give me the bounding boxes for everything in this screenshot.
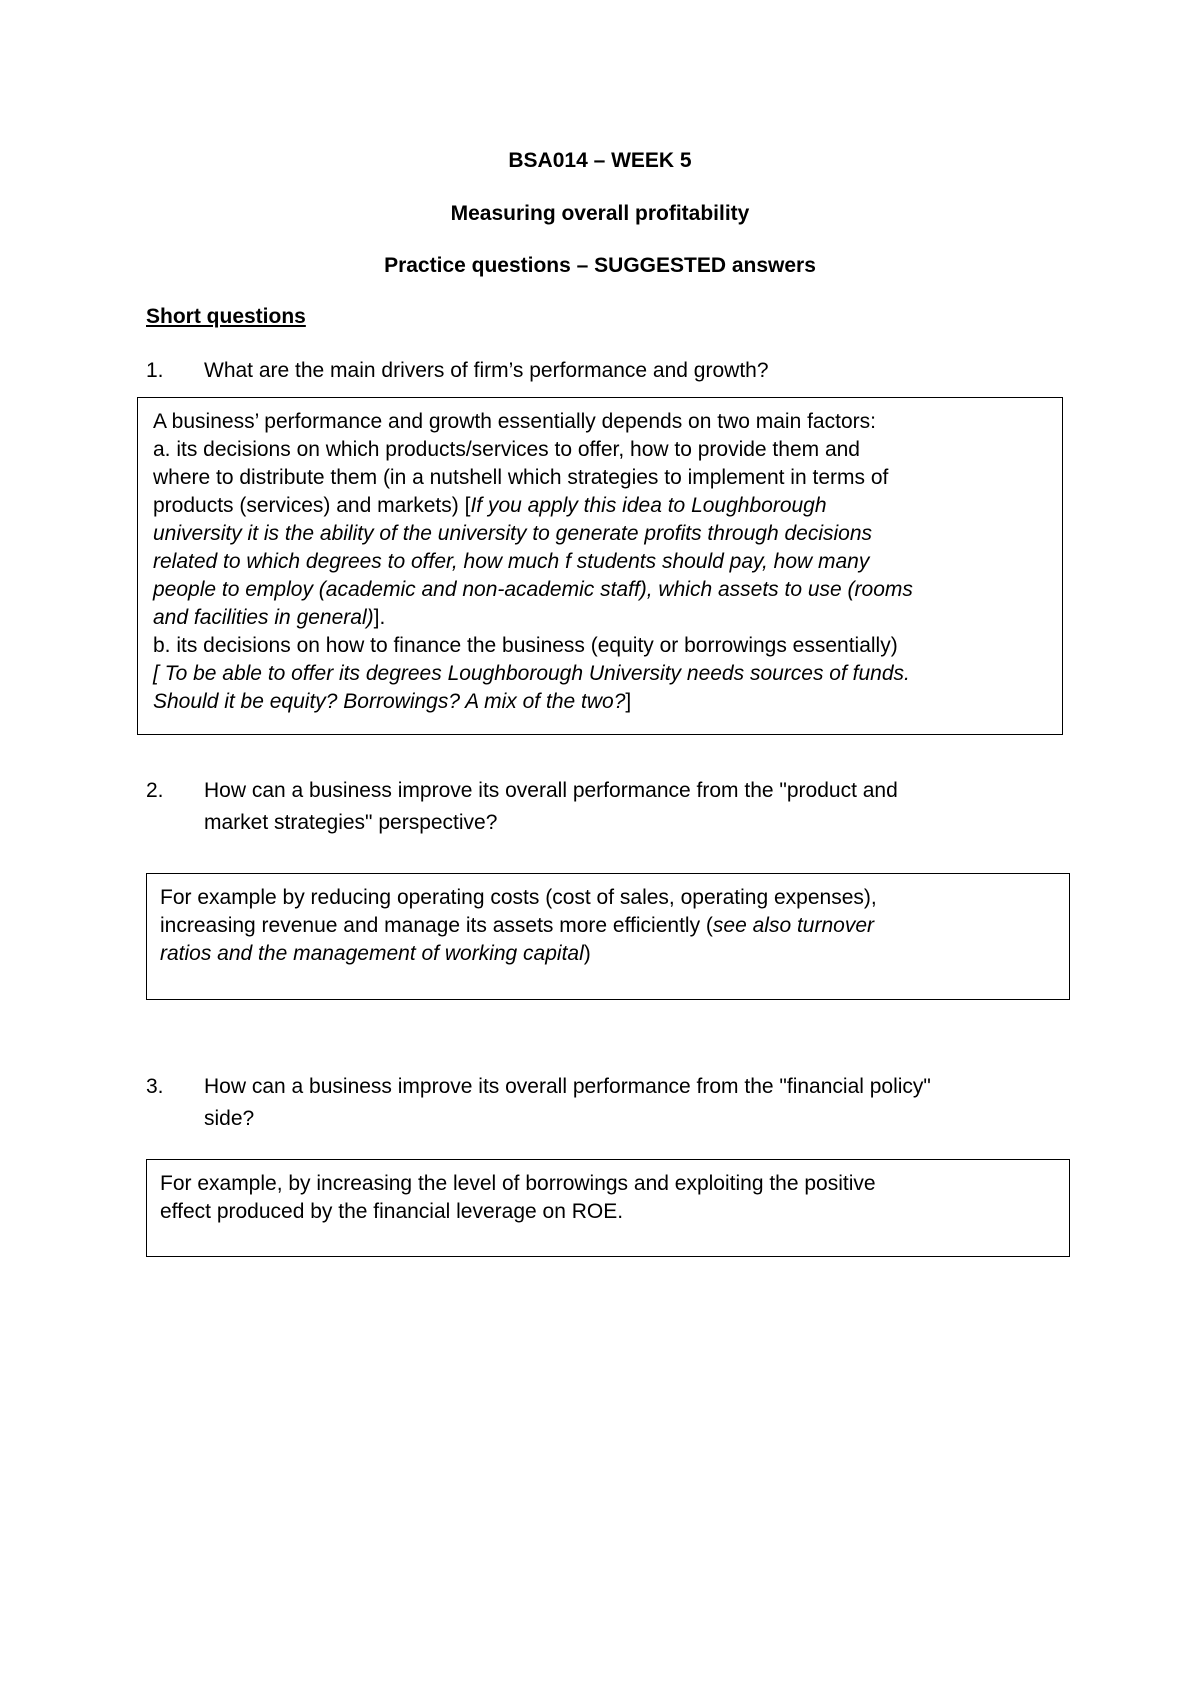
course-week-title: BSA014 – WEEK 5: [508, 149, 692, 172]
question-text: How can a business improve its overall performance from the "financial policy" side?: [204, 1075, 931, 1130]
answer-line: effect produced by the financial leverage on ROE.: [160, 1200, 624, 1223]
answer-line: a. its decisions on which products/services to offer, how to provide them and: [153, 438, 860, 461]
document-subtitle: Practice questions – SUGGESTED answers: [384, 254, 816, 277]
answer-line: people to employ (academic and non-academic staff), which assets to use (rooms: [153, 578, 913, 601]
question-number: 2.: [146, 779, 164, 802]
answer-line: Should it be equity? Borrowings? A mix of the two?]: [153, 690, 632, 713]
answer-line: and facilities in general)].: [153, 606, 386, 629]
answer-line: [ To be able to offer its degrees Loughborough University needs sources of funds.: [153, 662, 910, 685]
answer-line: For example, by increasing the level of borrowings and exploiting the positive: [160, 1172, 876, 1195]
answer-line: A business’ performance and growth essentially depends on two main factors:: [153, 410, 876, 433]
answer-line: products (services) and markets) [If you apply this idea to Loughborough: [153, 494, 827, 517]
answer-line: where to distribute them (in a nutshell which strategies to implement in terms of: [153, 466, 889, 489]
answer-line: b. its decisions on how to finance the business (equity or borrowings essentially): [153, 634, 898, 657]
answer-line: related to which degrees to offer, how much f students should pay, how many: [153, 550, 870, 573]
answer-box-2: [146, 873, 1070, 1000]
question-text: How can a business improve its overall performance from the "product and market strategies" perspective?: [204, 779, 898, 834]
answer-line: ratios and the management of working capital): [160, 942, 591, 965]
answer-box-1: [137, 397, 1063, 735]
answer-line: university it is the ability of the university to generate profits through decisions: [153, 522, 873, 545]
question-number: 3.: [146, 1075, 164, 1098]
section-title: Short questions: [146, 305, 306, 328]
question-number: 1.: [146, 359, 164, 382]
answer-line: increasing revenue and manage its assets more efficiently (see also turnover: [160, 914, 874, 937]
topic-title: Measuring overall profitability: [450, 202, 750, 225]
answer-box-3: [146, 1159, 1070, 1257]
answer-line: For example by reducing operating costs (cost of sales, operating expenses),: [160, 886, 877, 909]
question-text: What are the main drivers of firm’s performance and growth?: [204, 359, 769, 382]
